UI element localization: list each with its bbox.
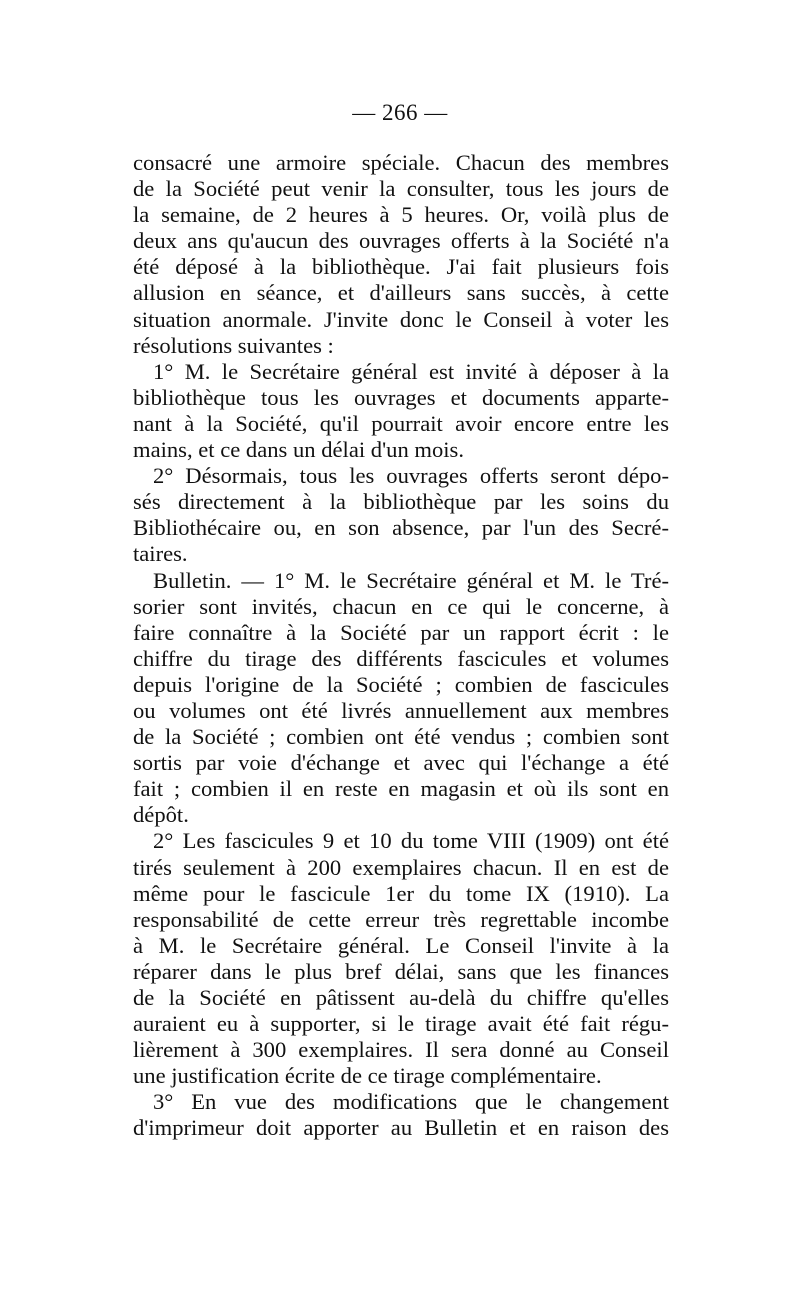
text-line-19: faire connaître à la Société par un rapport écrit : le bbox=[133, 619, 669, 645]
text-line-5: été déposé à la bibliothèque. J'ai fait plusieurs fois bbox=[133, 254, 669, 280]
text-line-1: consacré une armoire spéciale. Chacun des membres bbox=[133, 150, 669, 175]
text-line-34: auraient eu à supporter, si le tirage avait été fait régu- bbox=[133, 1011, 669, 1037]
text-line-9: 1° M. le Secrétaire général est invité à déposer à la bbox=[153, 358, 669, 384]
text-line-38: d'imprimeur doit apporter au Bulletin et en raison des bbox=[133, 1115, 669, 1141]
text-line-17: Bulletin. — 1° M. le Secrétaire général et M. le Tré- bbox=[153, 567, 669, 593]
text-line-21: depuis l'origine de la Société ; combien de fascicules bbox=[133, 671, 669, 697]
text-line-20: chiffre du tirage des différents fascicules et volumes bbox=[133, 645, 669, 671]
text-line-6: allusion en séance, et d'ailleurs sans succès, à cette bbox=[133, 280, 669, 306]
text-line-32: réparer dans le plus bref délai, sans que les finances bbox=[133, 958, 669, 984]
text-line-37: 3° En vue des modifications que le changement bbox=[153, 1089, 669, 1115]
text-line-36: une justification écrite de ce tirage complémentaire. bbox=[133, 1063, 602, 1089]
text-line-11: nant à la Société, qu'il pourrait avoir encore entre les bbox=[133, 410, 669, 436]
text-line-18: sorier sont invités, chacun en ce qui le concerne, à bbox=[133, 593, 669, 619]
text-line-3: la semaine, de 2 heures à 5 heures. Or, voilà plus de bbox=[133, 202, 669, 228]
text-line-30: responsabilité de cette erreur très regrettable incombe bbox=[133, 906, 669, 932]
text-line-35: lièrement à 300 exemplaires. Il sera donné au Conseil bbox=[133, 1037, 669, 1063]
text-line-24: sortis par voie d'échange et avec qui l'échange a été bbox=[133, 750, 669, 776]
text-line-31: à M. le Secrétaire général. Le Conseil l'invite à la bbox=[133, 932, 669, 958]
text-line-28: tirés seulement à 200 exemplaires chacun. Il en est de bbox=[133, 854, 669, 880]
text-line-27: 2° Les fascicules 9 et 10 du tome VIII (1909) ont été bbox=[153, 828, 669, 854]
text-line-14: sés directement à la bibliothèque par les soins du bbox=[133, 489, 669, 515]
text-line-13: 2° Désormais, tous les ouvrages offerts seront dépo- bbox=[153, 463, 669, 489]
text-line-4: deux ans qu'aucun des ouvrages offerts à la Société n'a bbox=[133, 228, 669, 254]
text-line-25: fait ; combien il en reste en magasin et où ils sont en bbox=[133, 776, 669, 802]
text-line-33: de la Société en pâtissent au-delà du chiffre qu'elles bbox=[133, 985, 669, 1010]
text-line-15: Bibliothécaire ou, en son absence, par l'un des Secré- bbox=[133, 515, 669, 541]
text-line-8: résolutions suivantes : bbox=[133, 332, 334, 358]
text-line-7: situation anormale. J'invite donc le Conseil à voter les bbox=[133, 306, 669, 332]
text-line-29: même pour le fascicule 1er du tome IX (1910). La bbox=[133, 880, 669, 906]
text-line-26: dépôt. bbox=[133, 802, 189, 828]
text-line-22: ou volumes ont été livrés annuellement aux membres bbox=[133, 697, 669, 723]
text-line-10: bibliothèque tous les ouvrages et documents apparte- bbox=[133, 384, 669, 410]
text-line-12: mains, et ce dans un délai d'un mois. bbox=[133, 437, 464, 463]
text-line-2: de la Société peut venir la consulter, tous les jours de bbox=[133, 176, 669, 202]
page-number: — 266 — bbox=[352, 100, 448, 125]
body-text bbox=[133, 150, 669, 1142]
text-line-23: de la Société ; combien ont été vendus ; combien sont bbox=[133, 724, 669, 750]
text-line-16: taires. bbox=[133, 541, 188, 567]
